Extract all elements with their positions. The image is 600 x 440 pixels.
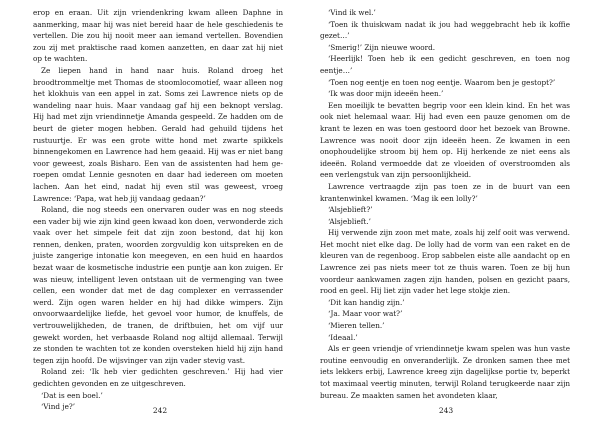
paragraph: ‘Alsjeblieft.’ xyxy=(328,216,371,226)
paragraph: Als er geen vriendje of vriendinnetje kwam spelen was hun vaste routine eenvoudig en onveranderlijk. Ze dronken samen thee met iets lekkers erbij, Lawrence kreeg zijn dagelijkse portie tv, beperkt tot maximaal veertig minuten, terwijl Roland terugkeerde naar zijn bureau. Ze maakten samen het avondeten klaar, xyxy=(320,344,570,400)
paragraph: Roland, die nog steeds een onervaren ouder was en nog steeds een vader bij wie zijn kind geen kwaad kon doen, verwonderde zich vaak over het simpele feit dat zijn zoon bestond, dat hij kon rennen, denken, praten, woorden zorgvuldig kon uitspreken en de juiste zangerige intonatie kon meegeven, en een huid en haardos bezat waar de kosmetische industrie een puntje aan kon zuigen. Er was nieuw, intelligent leven ontstaan uit de vermenging van twee cellen, een wonder dat met de dag complexer en verrassender werd. Zijn ogen waren helder en hij had dikke wimpers. Zijn onvoorwaardelijke liefde, het gevoel voor humor, de knuffels, de vertrouwelijkheden, de tranen, de driftbuien, het om vijf uur gewekt worden, het verbaasde Roland nog altijd allemaal. Terwijl ze stonden te wachten tot ze konden oversteken hield hij zijn hand tegen zijn hoofd. De wijsvinger van zijn vader stevig vast. xyxy=(33,205,283,365)
page-number-left: 242 xyxy=(152,406,168,415)
paragraph: ‘Vind ik wel.’ xyxy=(328,8,376,17)
paragraph: ‘Ideaal.’ xyxy=(328,332,358,342)
paragraph: Roland zei: ‘Ik heb vier gedichten geschreven.’ Hij had vier gedichten gevonden en ze uitgeschreven. xyxy=(33,367,283,388)
paragraph: ‘Mieren tellen.’ xyxy=(328,321,385,331)
paragraph: ‘Toen nog eentje en toen nog eentje. Waarom ben je gestopt?’ xyxy=(328,77,556,87)
paragraph: ‘Smerig!’ Zijn nieuwe woord. xyxy=(328,42,436,52)
paragraph: ‘Dat is een boel.’ xyxy=(41,390,103,400)
paragraph: erop en eraan. Uit zijn vriendenkring kwam alleen Daphne in aanmerking, maar hij was niet bereid haar de hele geschiedenis te vertellen. Die zou hij nooit meer aan iemand vertellen. Bovendien zou zij met praktische raad komen aanzetten, en daar zat hij niet op te wachten. xyxy=(33,8,283,64)
paragraph: Een moeilijk te bevatten begrip voor een klein kind. En het was ook niet helemaal waar. Hij had even een pauze genomen om de krant te lezen en was toen gestoord door het bezoek van Browne. Lawrence was nooit door zijn ideeën heen. Ze kwamen in een onophoudelijke stroom bij hem op. Hij herkende ze niet eens als ideeën. Roland vermoedde dat ze vloeiden of overstroomden als een verlengstuk van zijn persoonlijkheid. xyxy=(320,100,570,180)
page-number-right: 243 xyxy=(438,406,454,415)
paragraph: ‘Heerlijk! Toen heb ik een gedicht geschreven, en toen nog eentje…’ xyxy=(320,54,570,75)
paragraph: Hij verwende zijn zoon met mate, zoals hij zelf ooit was verwend. Het mocht niet elke dag. De lolly had de vorm van een raket en de kleuren van de regenboog. Erop sabbelen eiste alle aandacht op en Lawrence zei pas niets meer tot ze thuis waren. Toen ze bij hun voordeur aankwamen zagen zijn handen, polsen en gezicht paars, rood en geel. Hij liet zijn vader het lege stokje zien. xyxy=(320,228,570,296)
right-page xyxy=(320,7,570,401)
paragraph: Ze liepen hand in hand naar huis. Roland droeg het broodtrommeltje met Thomas de stoomlocomotief, waar alleen nog het klokhuis van een appel in zat. Soms zei Lawrence niets op de wandeling naar huis. Maar vandaag gaf hij een beknopt verslag. Hij had met zijn vriendinnetje Amanda gespeeld. Ze hadden om de beurt de gieter mogen hebben. Gerald had gehuild tijdens het rustuurtje. Er was een grote witte hond met zwarte spikkels binnengekomen en Lawrence had hem geaaid. Hij was er niet bang voor geweest, zoals Bisharo. Een van de assistenten had hem geroepen omdat Lennie gesnoten en daar had iedereen om moeten lachen. Aan het eind, nadat hij even stil was geweest, vroeg Lawrence: ‘Papa, wat heb jij vandaag gedaan?’ xyxy=(33,65,283,203)
paragraph: ‘Toen ik thuiskwam nadat ik jou had weggebracht heb ik koffie gezet…’ xyxy=(320,19,570,41)
paragraph: Lawrence vertraagde zijn pas toen ze in de buurt van een krantenwinkel kwamen. ‘Mag ik een lolly?’ xyxy=(320,181,570,203)
paragraph: ‘Dit kan handig zijn.’ xyxy=(328,297,405,307)
paragraph: ‘Alsjeblieft?’ xyxy=(328,205,373,215)
paragraph: ‘Vind je?’ xyxy=(41,402,76,412)
left-page xyxy=(33,7,283,413)
paragraph: ‘Ik was door mijn ideeën heen.’ xyxy=(328,89,444,99)
paragraph: ‘Ja. Maar voor wat?’ xyxy=(328,309,403,319)
